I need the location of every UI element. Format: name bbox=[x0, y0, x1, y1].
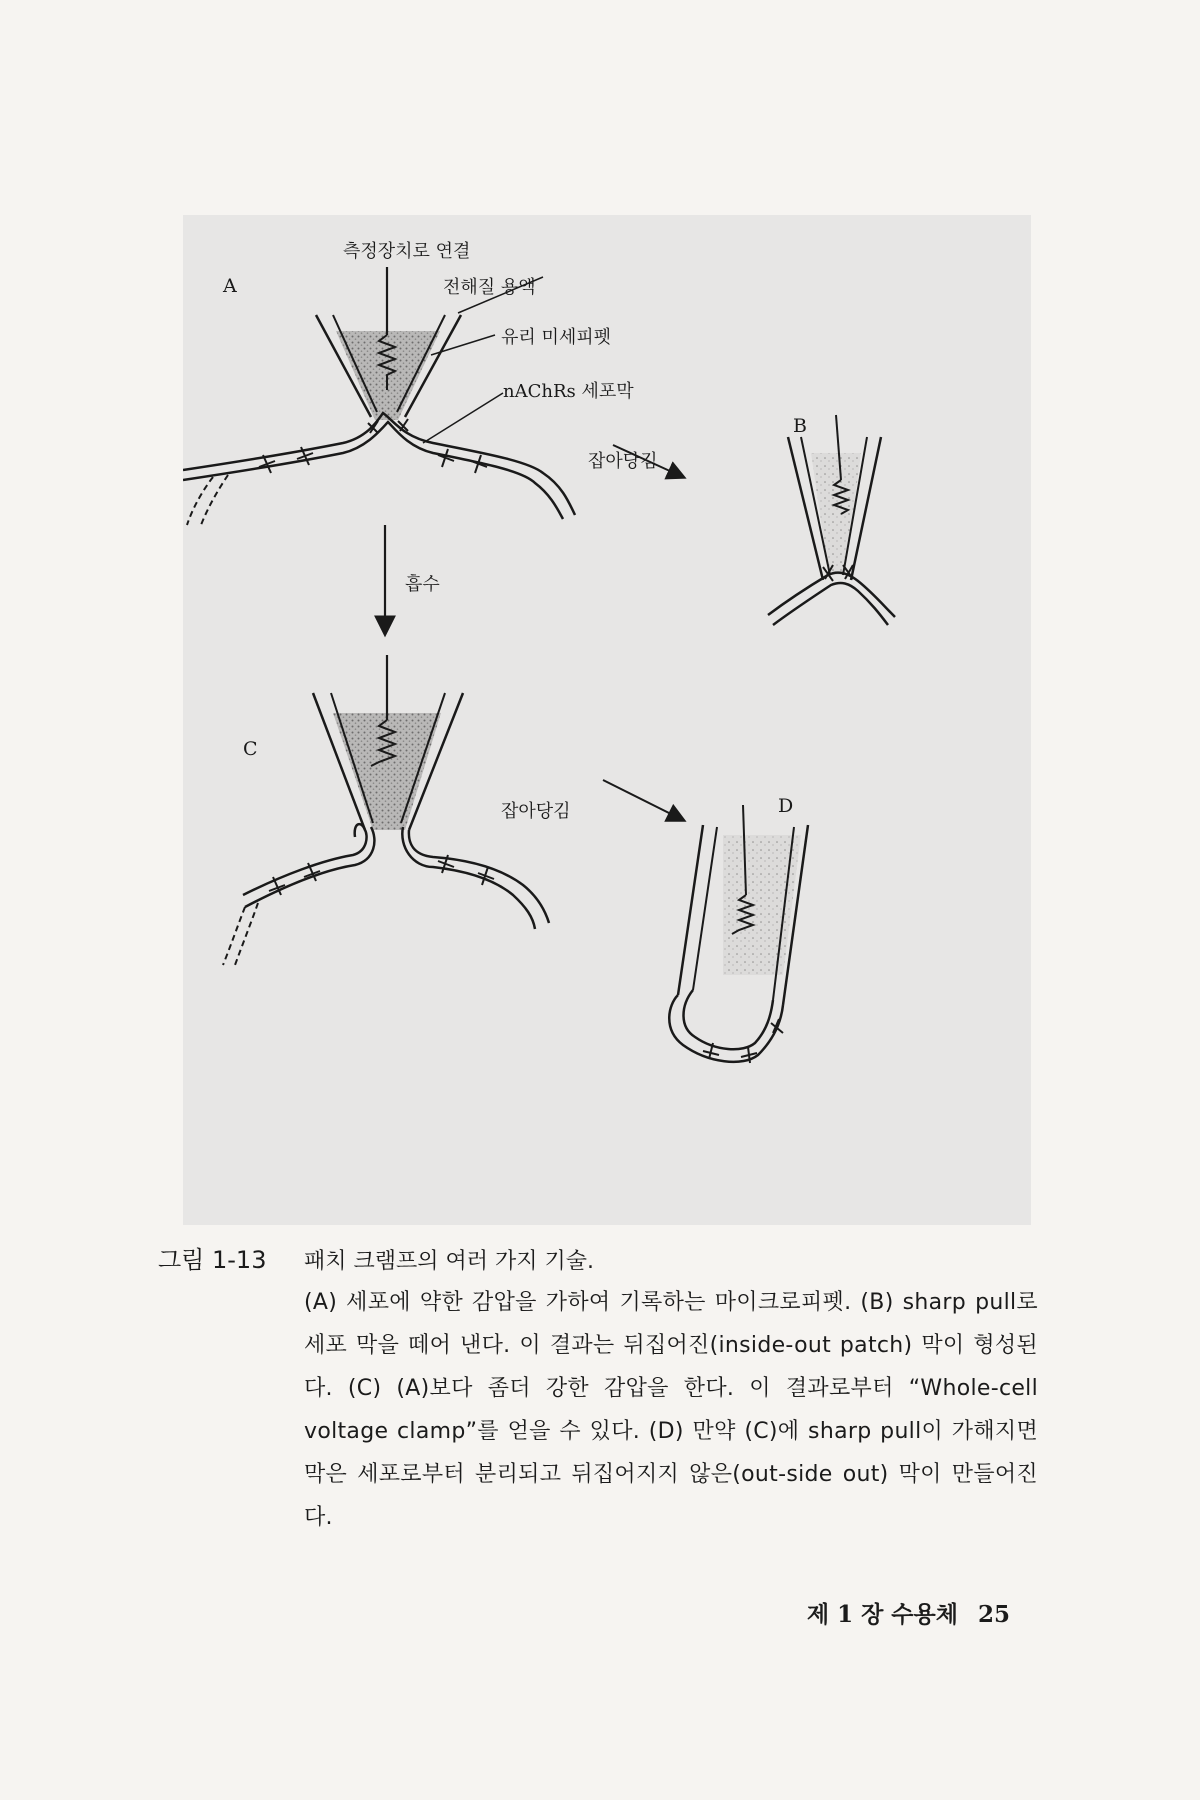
panel-b-drawing bbox=[768, 415, 895, 625]
chapter-title: 제 1 장 수용체 bbox=[806, 1601, 958, 1628]
panel-d-drawing bbox=[669, 805, 808, 1063]
label-pull-2: 잡아당김 bbox=[501, 801, 571, 822]
label-pull-1: 잡아당김 bbox=[588, 451, 658, 472]
label-suction: 흡수 bbox=[405, 574, 440, 595]
page-footer bbox=[807, 1596, 1010, 1629]
caption-title: 패치 크램프의 여러 가지 기술. bbox=[304, 1249, 594, 1274]
page-number: 25 bbox=[977, 1601, 1010, 1628]
label-membrane: nAChRs 세포막 bbox=[503, 381, 634, 402]
label-electrolyte: 전해질 용액 bbox=[443, 277, 536, 298]
patch-clamp-figure bbox=[183, 215, 1031, 1225]
panel-label-a: A bbox=[223, 275, 237, 297]
panel-label-b: B bbox=[793, 415, 807, 437]
caption-header bbox=[158, 1240, 1038, 1275]
caption-body: (A) 세포에 약한 감압을 가하여 기록하는 마이크로피펫. (B) sharp pull로 세포 막을 떼어 낸다. 이 결과는 뒤집어진(inside-out patch) 막이 형성된다. (C) (A)보다 좀더 강한 감압을 한다. 이 결과로부터 “Whole-cell voltage clamp”를 얻을 수 있다. (D) 만약 (C)에 sharp pull이 가해지면 막은 세포로부터 분리되고 뒤집어지지 않은(out-side out) 막이 만들어진다. bbox=[304, 1290, 1038, 1530]
panel-label-d: D bbox=[778, 795, 794, 817]
label-pipette: 유리 미세피펫 bbox=[501, 327, 612, 348]
label-connect: 측정장치로 연결 bbox=[343, 241, 471, 262]
panel-label-c: C bbox=[243, 738, 258, 760]
figure-number: 그림 1-13 bbox=[158, 1246, 267, 1274]
figure-drawing bbox=[183, 215, 1031, 1225]
figure-caption bbox=[158, 1240, 1038, 1539]
